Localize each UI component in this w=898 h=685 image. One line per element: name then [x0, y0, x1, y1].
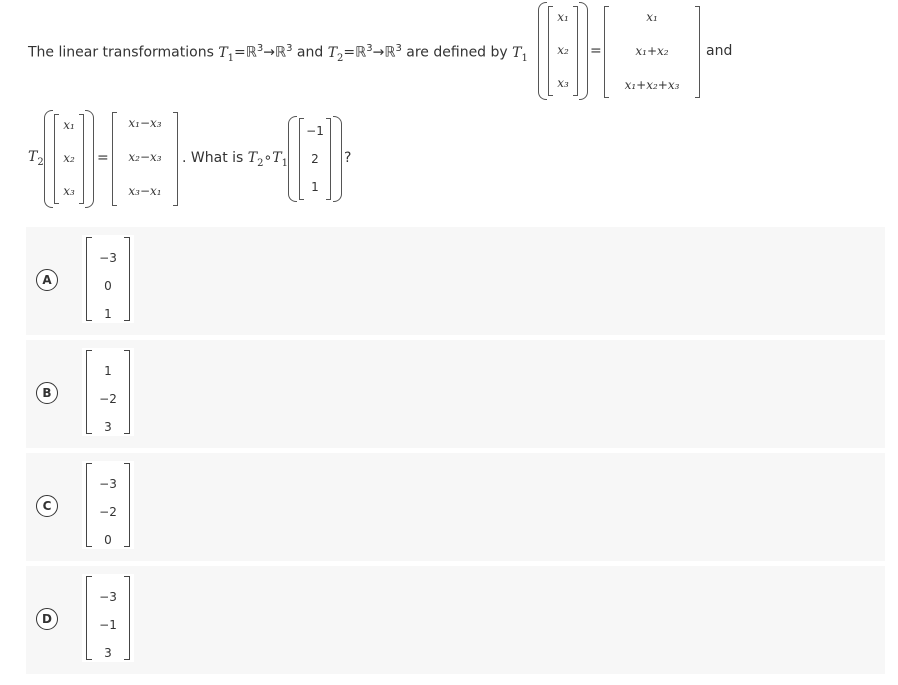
matrix-cell: x₃: [63, 184, 75, 198]
option-letter-badge: C: [36, 495, 58, 517]
t1-output-matrix: [604, 6, 700, 98]
matrix-cell: −1: [306, 124, 324, 138]
t1-symbol: $T_1$: [218, 44, 235, 64]
t2-input-group: [44, 110, 94, 208]
matrix-cell: 3: [104, 646, 112, 660]
option-d[interactable]: [26, 566, 885, 674]
matrix-cell: 0: [104, 533, 112, 547]
right-paren: [333, 116, 342, 202]
matrix-cell: x₁−x₃: [128, 116, 162, 130]
question-mark: ?: [344, 150, 352, 166]
option-b[interactable]: [26, 340, 885, 448]
matrix-cell: −3: [99, 251, 117, 265]
matrix-cell: −2: [99, 392, 117, 406]
vector-group: [288, 116, 342, 202]
intro-text: The linear transformations: [28, 44, 214, 61]
left-paren: [44, 110, 53, 208]
and-text-end: and: [706, 43, 733, 59]
matrix-cell: x₃−x₁: [128, 184, 162, 198]
defined-by-text: are defined by: [406, 44, 508, 61]
matrix-cell: x₁: [557, 10, 569, 24]
equals-sign: =: [590, 43, 602, 59]
t2-symbol: $T_2$: [327, 44, 344, 64]
matrix-cell: −3: [99, 590, 117, 604]
matrix-cell: 2: [311, 152, 319, 166]
and-text: and: [296, 44, 324, 61]
matrix-cell: x₂−x₃: [128, 150, 162, 164]
t2-symbol-line2: $T_2$: [28, 149, 44, 168]
matrix-cell: −2: [99, 505, 117, 519]
t2-input-matrix: [54, 114, 84, 204]
option-matrix: [82, 574, 134, 662]
t1-input-group: [538, 2, 588, 100]
what-is-text: . What is $T_2\circ T_1$: [182, 150, 288, 169]
matrix-cell: 0: [104, 279, 112, 293]
matrix-cell: −3: [99, 477, 117, 491]
question-line-1: The linear transformations $T_1=ℝ^3\to ℝ^3$ and $T_2=ℝ^3\to ℝ^3$ are defined by $T_1$: [28, 43, 528, 64]
t1-input-matrix: [548, 6, 578, 96]
option-matrix: [82, 235, 134, 323]
matrix-cell: 1: [311, 180, 319, 194]
left-paren: [288, 116, 297, 202]
matrix-cell: x₃: [557, 76, 569, 90]
option-matrix: [82, 348, 134, 436]
input-vector-matrix: [299, 118, 331, 200]
equals-sign-2: =: [97, 150, 109, 166]
option-letter-badge: B: [36, 382, 58, 404]
matrix-cell: x₁+x₂+x₃: [624, 78, 680, 92]
matrix-cell: x₁: [63, 118, 75, 132]
matrix-cell: x₂: [63, 151, 75, 165]
matrix-cell: x₂: [557, 43, 569, 57]
matrix-cell: 1: [104, 364, 112, 378]
matrix-cell: x₁+x₂: [635, 44, 669, 58]
matrix-cell: 3: [104, 420, 112, 434]
option-letter-badge: A: [36, 269, 58, 291]
right-paren: [579, 2, 588, 100]
option-a[interactable]: [26, 227, 885, 335]
matrix-cell: x₁: [646, 10, 658, 24]
left-paren: [538, 2, 547, 100]
right-paren: [85, 110, 94, 208]
option-letter-badge: D: [36, 608, 58, 630]
matrix-cell: −1: [99, 618, 117, 632]
option-c[interactable]: [26, 453, 885, 561]
matrix-cell: 1: [104, 307, 112, 321]
t2-output-matrix: [112, 112, 178, 206]
t1-symbol-2: $T_1$: [512, 44, 528, 64]
option-matrix: [82, 461, 134, 549]
